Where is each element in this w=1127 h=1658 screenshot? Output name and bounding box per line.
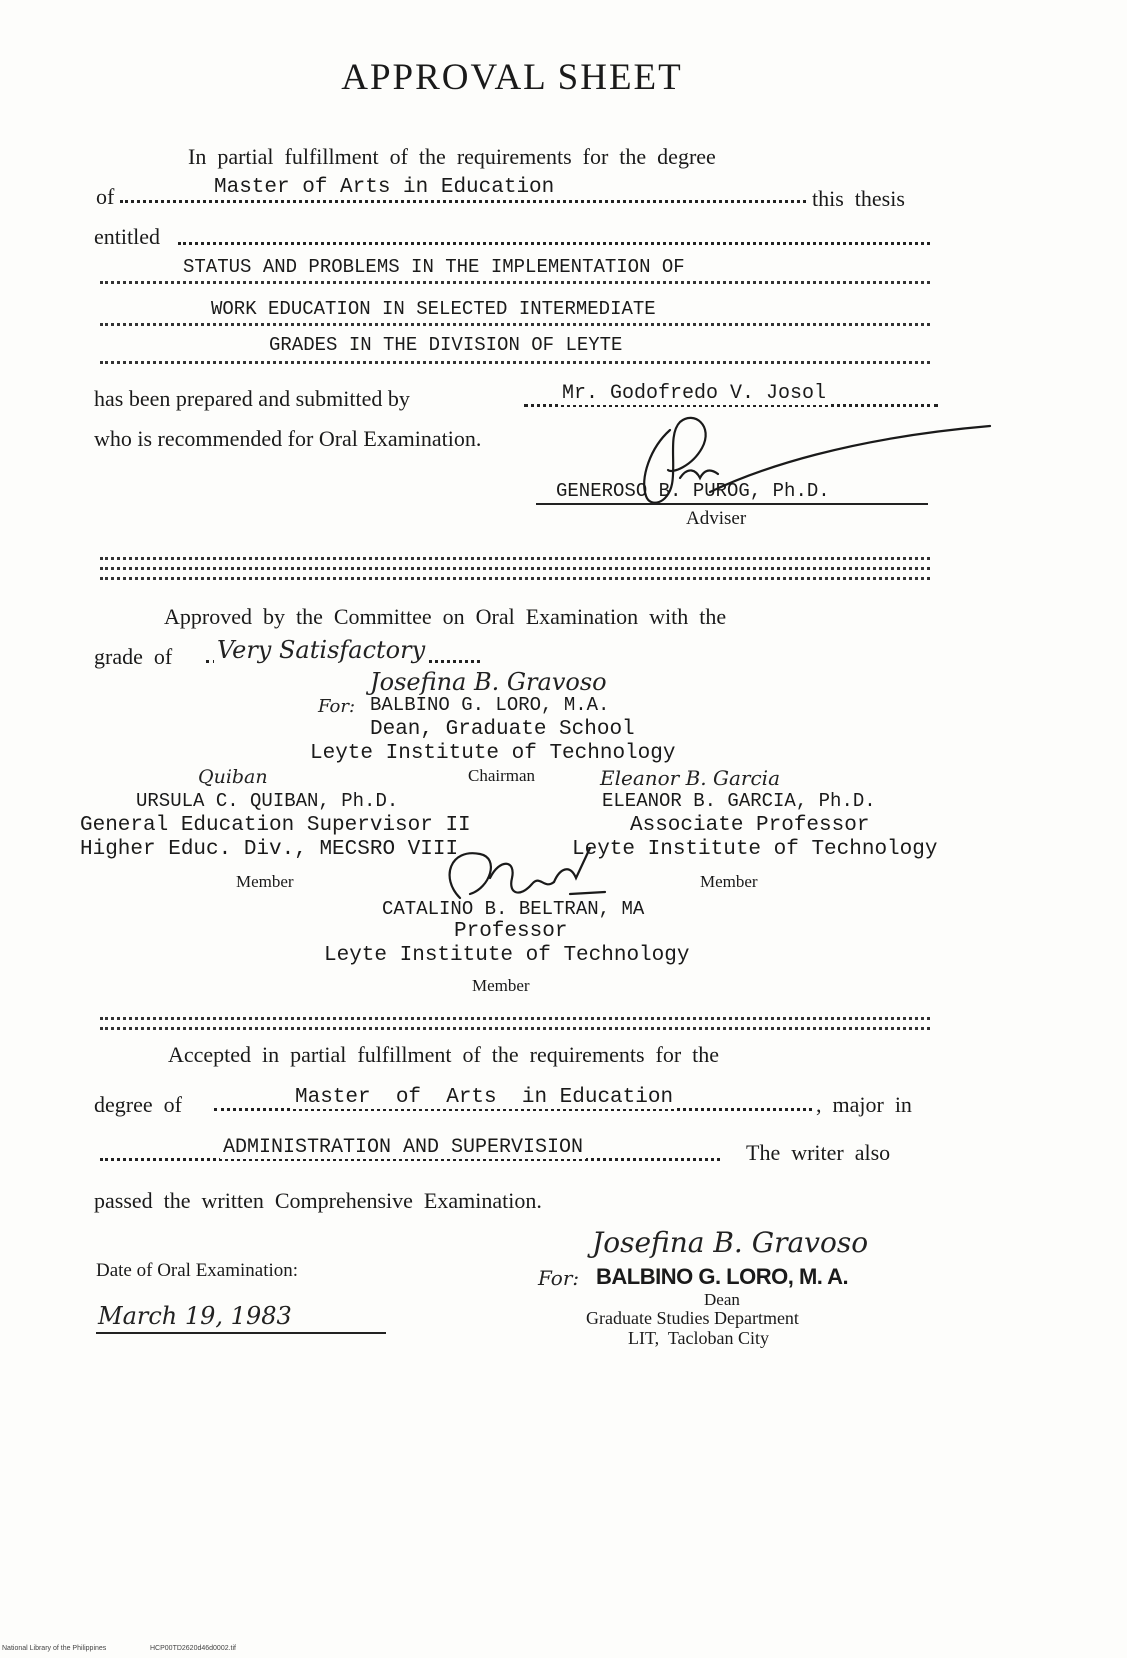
dean-department: Graduate Studies Department bbox=[586, 1308, 799, 1328]
member-center-name: CATALINO B. BELTRAN, MA bbox=[382, 898, 645, 920]
footer-library: National Library of the Philippines bbox=[2, 1645, 107, 1652]
dean-for-prefix: For: bbox=[538, 1266, 580, 1290]
dean-signature: Josefina B. Gravoso bbox=[592, 1226, 869, 1259]
thesis-title-line-1: STATUS AND PROBLEMS IN THE IMPLEMENTATION OF bbox=[180, 256, 688, 278]
grade-label: grade of bbox=[94, 644, 173, 669]
member-center-title: Professor bbox=[454, 920, 568, 943]
chairman-title: Dean, Graduate School bbox=[370, 718, 635, 741]
member-left-division: Higher Educ. Div., MECSRO VIII bbox=[80, 838, 459, 861]
member-center-role: Member bbox=[472, 976, 530, 995]
page-title: APPROVAL SHEET bbox=[341, 57, 683, 98]
member-right-institution: Leyte Institute of Technology bbox=[572, 838, 938, 861]
entitled-label: entitled bbox=[94, 224, 160, 249]
adviser-name: GENEROSO B. PUROG, Ph.D. bbox=[556, 480, 830, 502]
adviser-role: Adviser bbox=[686, 508, 747, 529]
major-in-label: , major in bbox=[816, 1092, 912, 1117]
acceptance-degree: Master of Arts in Education bbox=[292, 1086, 676, 1109]
member-right-signature: Eleanor B. Garcia bbox=[600, 766, 780, 790]
submitted-by-label: has been prepared and submitted by bbox=[94, 386, 410, 411]
this-thesis-label: this thesis bbox=[812, 186, 905, 211]
member-left-title: General Education Supervisor II bbox=[80, 814, 471, 837]
dean-title: Dean bbox=[704, 1290, 740, 1309]
accepted-line: Accepted in partial fulfillment of the requirements for the bbox=[168, 1042, 720, 1067]
chairman-for-prefix: For: bbox=[318, 696, 356, 717]
member-right-role: Member bbox=[700, 872, 758, 891]
author-name: Mr. Godofredo V. Josol bbox=[562, 382, 827, 405]
chairman-role: Chairman bbox=[468, 766, 536, 785]
of-label: of bbox=[96, 184, 115, 209]
dean-name: BALBINO G. LORO, M. A. bbox=[596, 1264, 849, 1289]
approved-line: Approved by the Committee on Oral Examination with the bbox=[164, 604, 727, 629]
writer-also-text: The writer also bbox=[746, 1140, 891, 1165]
major-value: ADMINISTRATION AND SUPERVISION bbox=[220, 1136, 586, 1159]
chairman-institution: Leyte Institute of Technology bbox=[310, 742, 676, 765]
chairman-signature: Josefina B. Gravoso bbox=[370, 668, 607, 696]
member-right-name: ELEANOR B. GARCIA, Ph.D. bbox=[602, 790, 876, 812]
footer-file-id: HCP00TD2620d46d0002.tif bbox=[150, 1645, 237, 1652]
member-right-title: Associate Professor bbox=[630, 814, 870, 837]
thesis-title-line-2: WORK EDUCATION IN SELECTED INTERMEDIATE bbox=[208, 298, 659, 320]
recommended-text: who is recommended for Oral Examination. bbox=[94, 426, 482, 451]
acceptance-degree-label: degree of bbox=[94, 1092, 182, 1117]
member-left-name: URSULA C. QUIBAN, Ph.D. bbox=[136, 790, 399, 812]
date-label: Date of Oral Examination: bbox=[96, 1260, 299, 1281]
intro-line-1: In partial fulfillment of the requirements for the degree bbox=[188, 144, 716, 169]
dean-place: LIT, Tacloban City bbox=[628, 1328, 770, 1348]
grade-value: Very Satisfactory bbox=[214, 636, 428, 664]
thesis-title-line-3: GRADES IN THE DIVISION OF LEYTE bbox=[266, 334, 625, 356]
member-left-signature: Quiban bbox=[198, 766, 268, 788]
date-value: March 19, 1983 bbox=[98, 1302, 292, 1330]
passed-text: passed the written Comprehensive Examination. bbox=[94, 1188, 542, 1213]
chairman-name: BALBINO G. LORO, M.A. bbox=[370, 694, 610, 716]
member-center-institution: Leyte Institute of Technology bbox=[324, 944, 690, 967]
degree-value: Master of Arts in Education bbox=[214, 176, 555, 199]
member-left-role: Member bbox=[236, 872, 294, 891]
